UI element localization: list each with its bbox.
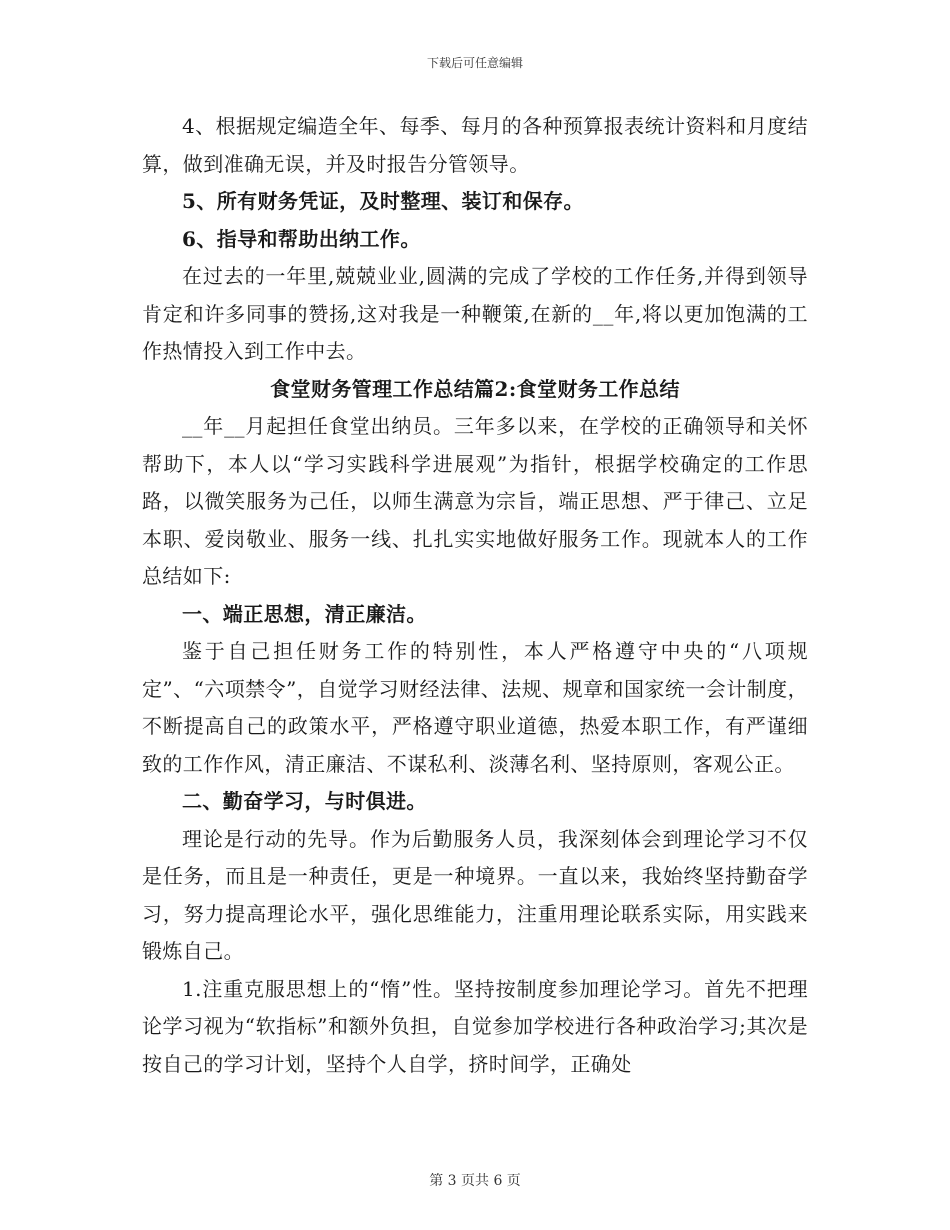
paragraph-theory: 理论是行动的先导。作为后勤服务人员，我深刻体会到理论学习不仅是任务，而且是一种责任，更是一种境界。一直以来，我始终坚持勤奋学习，努力提高理论水平，强化思维能力，注重用理论联系实际，用实践来锻炼自己。: [142, 826, 808, 963]
paragraph-budget-reports: 4、根据规定编造全年、每季、每月的各种预算报表统计资料和月度结算，做到准确无误，并及时报告分管领导。: [142, 114, 808, 176]
subheading-integrity: 一、端正思想，清正廉洁。: [182, 601, 427, 626]
paragraph-overcome-inertia: 1.注重克服思想上的“惰”性。坚持按制度参加理论学习。首先不把理论学习视为“软指标”和额外负担，自觉参加学校进行各种政治学习;其次是按自己的学习计划，坚持个人自学，挤时间学，正确处: [142, 976, 808, 1076]
paragraph-intro: __年__月起担任食堂出纳员。三年多以来，在学校的正确领导和关怀帮助下，本人以“学习实践科学进展观”为指针，根据学校确定的工作思路，以微笑服务为己任，以师生满意为宗旨，端正思想、严于律己、立足本职、爱岗敬业、服务一线、扎扎实实地做好服务工作。现就本人的工作总结如下:: [142, 414, 808, 588]
paragraph-past-year: 在过去的一年里,兢兢业业,圆满的完成了学校的工作任务,并得到领导肯定和许多同事的赞扬,这对我是一种鞭策,在新的__年,将以更加饱满的工作热情投入到工作中去。: [142, 264, 808, 363]
subheading-study: 二、勤奋学习，与时俱进。: [182, 789, 427, 813]
paragraph-cashier-guidance: 6、指导和帮助出纳工作。: [182, 226, 421, 251]
section-heading: 食堂财务管理工作总结篇2:食堂财务工作总结: [270, 376, 680, 401]
document-body: [142, 108, 808, 1083]
paragraph-integrity: 鉴于自己担任财务工作的特别性，本人严格遵守中央的“八项规定”、“六项禁令”，自觉学习财经法律、法规、规章和国家统一会计制度，不断提高自己的政策水平，严格遵守职业道德，热爱本职工作，有严谨细致的工作作风，清正廉洁、不谋私利、淡薄名利、坚持原则，客观公正。: [142, 639, 808, 776]
paragraph-vouchers: 5、所有财务凭证，及时整理、装订和保存。: [182, 189, 584, 213]
page-header: 下载后可任意编辑: [426, 56, 523, 70]
page-footer: 第 3 页共 6 页: [429, 1173, 521, 1189]
